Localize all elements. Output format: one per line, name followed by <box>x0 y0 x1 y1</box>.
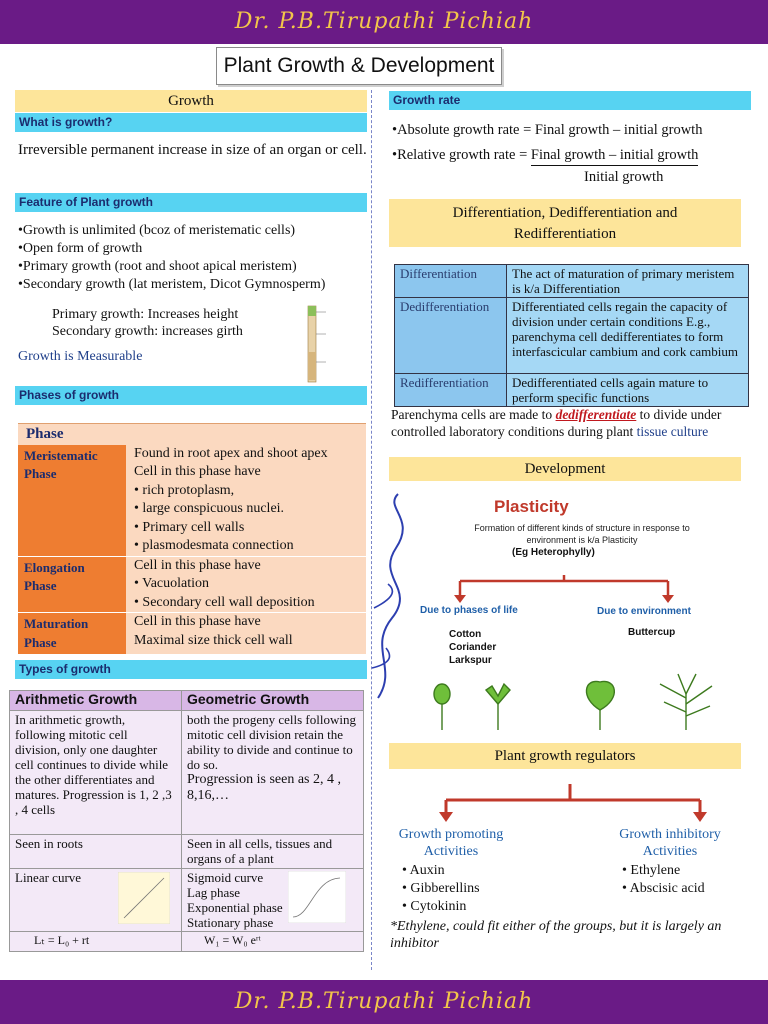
plasticity-title: Plasticity <box>494 497 569 516</box>
relative-rate-label: Relative growth rate = <box>397 147 531 163</box>
differentiation-table <box>394 264 749 407</box>
phase-description <box>126 613 366 655</box>
table-row <box>395 265 749 298</box>
phases-table <box>18 423 366 655</box>
list-item: • Cytokinin <box>402 898 480 916</box>
table-cell <box>182 869 364 932</box>
primary-growth-note: Primary growth: Increases height <box>52 307 239 322</box>
term-cell: Redifferentiation <box>395 374 507 407</box>
types-table <box>9 690 364 952</box>
page-title: Plant Growth & Development <box>216 47 502 85</box>
phase-column-header: Phase <box>18 424 366 445</box>
term-cell: Differentiation <box>395 265 507 298</box>
development-header: Development <box>389 457 741 481</box>
tissue-culture-term: tissue culture <box>636 424 709 439</box>
list-item: Larkspur <box>449 655 492 666</box>
cell-text: Lag phase <box>187 885 241 900</box>
phase-line: • large conspicuous nuclei. <box>134 501 285 516</box>
pgr-header: Plant growth regulators <box>389 743 741 769</box>
phase-line: Maximal size thick cell wall <box>134 632 293 648</box>
phase-name: Elongation Phase <box>18 556 126 613</box>
list-item: Coriander <box>449 642 497 653</box>
description-cell: Dedifferentiated cells again mature to perform specific functions <box>507 374 749 407</box>
dedifferentiate-emphasis: dedifferentiate <box>555 407 637 422</box>
pgr-branch-arrows <box>430 784 720 824</box>
relative-rate-numerator: Final growth – initial growth <box>531 147 699 166</box>
geometric-col-header: Geometric Growth <box>182 691 364 711</box>
table-row <box>395 374 749 407</box>
signature-watermark <box>358 488 418 708</box>
table-row <box>10 869 364 932</box>
note-text: to divide under controlled laboratory conditions during plant <box>391 407 722 439</box>
heterophylly-leaves-illustration <box>420 668 740 738</box>
cell-text: Sigmoid curve <box>187 870 264 885</box>
plasticity-description: Formation of different kinds of structure in response to environment is k/a Plasticity <box>474 523 690 545</box>
geometric-formula: W₁ = W₀ eʳᵗ <box>182 932 364 952</box>
phase-line: Cell in this phase have <box>134 614 261 629</box>
table-cell <box>10 869 182 932</box>
list-item: Buttercup <box>628 627 676 638</box>
table-row <box>18 613 366 655</box>
plasticity-branch-arrows <box>440 575 690 605</box>
table-row <box>18 445 366 557</box>
relative-rate: •Relative growth rate = Final growth – initial growth <box>392 147 698 166</box>
note-text: Parenchyma cells are made to <box>391 407 556 422</box>
table-row <box>18 556 366 613</box>
list-item: • Abscisic acid <box>622 880 705 898</box>
growth-definition: Irreversible permanent increase in size of an organ or cell. <box>18 142 367 158</box>
phase-line: Found in root apex and shoot apex <box>134 445 328 461</box>
absolute-rate: •Absolute growth rate = Final growth – initial growth <box>392 122 703 138</box>
term-cell: Dedifferentiation <box>395 298 507 374</box>
feature-list <box>18 222 368 294</box>
arithmetic-formula: Lₜ = L₀ + rt <box>10 932 182 952</box>
feature-header: Feature of Plant growth <box>15 193 367 212</box>
stem-diagram <box>296 302 356 384</box>
list-item: Cotton <box>449 629 482 640</box>
phase-line: • rich protoplasm, <box>134 482 235 498</box>
due-to-life-label: Due to phases of life <box>420 605 518 616</box>
ethylene-note: *Ethylene, could fit either of the groups, but it is largely an inhibitor <box>390 919 722 951</box>
phase-line: • Primary cell walls <box>134 519 245 535</box>
cell-text: Stationary phase <box>187 915 274 930</box>
table-row <box>395 298 749 374</box>
growth-rate-header: Growth rate <box>389 91 751 110</box>
differentiation-header <box>389 199 741 247</box>
header-line: Differentiation, Dedifferentiation and <box>452 205 678 221</box>
list-item: • Open form of growth <box>18 240 368 258</box>
cell-text: Progression is seen as 2, 4 , 8,16,… <box>187 772 341 803</box>
phase-line: • Secondary cell wall deposition <box>134 594 315 610</box>
phase-name: Maturation Phase <box>18 613 126 655</box>
description-cell: The act of maturation of primary meristem is k/a Differentiation <box>507 265 749 298</box>
growth-inhibitory-heading: Growth inhibitory Activities <box>619 827 721 859</box>
list-item: • Gibberellins <box>402 880 480 898</box>
table-cell: Seen in roots <box>10 835 182 869</box>
table-cell: In arithmetic growth, following mitotic cell division, only one daughter cell continues to divide while the other differentiates and matures. Progression is 1, 2 ,3 , 4 cells <box>10 711 182 835</box>
list-item: • Ethylene <box>622 862 705 880</box>
promoting-list <box>402 862 480 916</box>
sigmoid-curve-graph <box>288 871 346 923</box>
types-header: Types of growth <box>15 660 367 679</box>
growth-header: Growth <box>15 90 367 112</box>
phase-line: Cell in this phase have <box>134 464 261 479</box>
env-plants-list <box>628 626 675 639</box>
phase-line: Cell in this phase have <box>134 557 261 573</box>
phase-line: • Vacuolation <box>134 576 210 591</box>
due-to-environment-label: Due to environment <box>597 606 691 617</box>
list-item: • Growth is unlimited (bcoz of meristematic cells) <box>18 222 368 240</box>
table-row <box>10 932 364 952</box>
growth-promoting-heading: Growth promoting Activities <box>398 827 504 859</box>
list-item: • Auxin <box>402 862 480 880</box>
table-row <box>10 711 364 835</box>
secondary-growth-note: Secondary growth: increases girth <box>52 324 243 339</box>
absolute-rate-text: Absolute growth rate = Final growth – initial growth <box>397 122 703 138</box>
list-item: • Secondary growth (lat meristem, Dicot Gymnosperm) <box>18 276 368 294</box>
description-cell: Differentiated cells regain the capacity of division under certain conditions E.g., parenchyma cell dedifferentiates to form interfascicular cambium and cork cambium <box>507 298 749 374</box>
life-plants-list <box>449 628 496 667</box>
parenchyma-note <box>391 406 751 440</box>
phases-header: Phases of growth <box>15 386 367 405</box>
plasticity-example: (Eg Heterophylly) <box>512 547 595 558</box>
relative-rate-denominator: Initial growth <box>584 169 664 185</box>
cell-text: Exponential phase <box>187 900 283 915</box>
phase-description <box>126 556 366 613</box>
bottom-banner: Dr. P.B.Tirupathi Pichiah <box>0 980 768 1024</box>
cell-text: Linear curve <box>15 870 82 885</box>
phase-description <box>126 445 366 557</box>
linear-curve-graph <box>118 872 170 924</box>
phase-name: Meristematic Phase <box>18 445 126 557</box>
cell-text: both the progeny cells following mitotic cell division retain the ability to divide and continue to do so. <box>187 712 356 772</box>
inhibitory-list <box>622 862 705 898</box>
header-line: Redifferentiation <box>513 226 617 242</box>
top-banner: Dr. P.B.Tirupathi Pichiah <box>0 0 768 44</box>
table-row <box>10 835 364 869</box>
arithmetic-col-header: Arithmetic Growth <box>10 691 182 711</box>
table-cell <box>182 711 364 835</box>
table-cell: Seen in all cells, tissues and organs of a plant <box>182 835 364 869</box>
phase-line: • plasmodesmata connection <box>134 538 294 553</box>
list-item: • Primary growth (root and shoot apical meristem) <box>18 258 368 276</box>
measurable-note: Growth is Measurable <box>18 349 143 364</box>
what-is-growth-header: What is growth? <box>15 113 367 132</box>
